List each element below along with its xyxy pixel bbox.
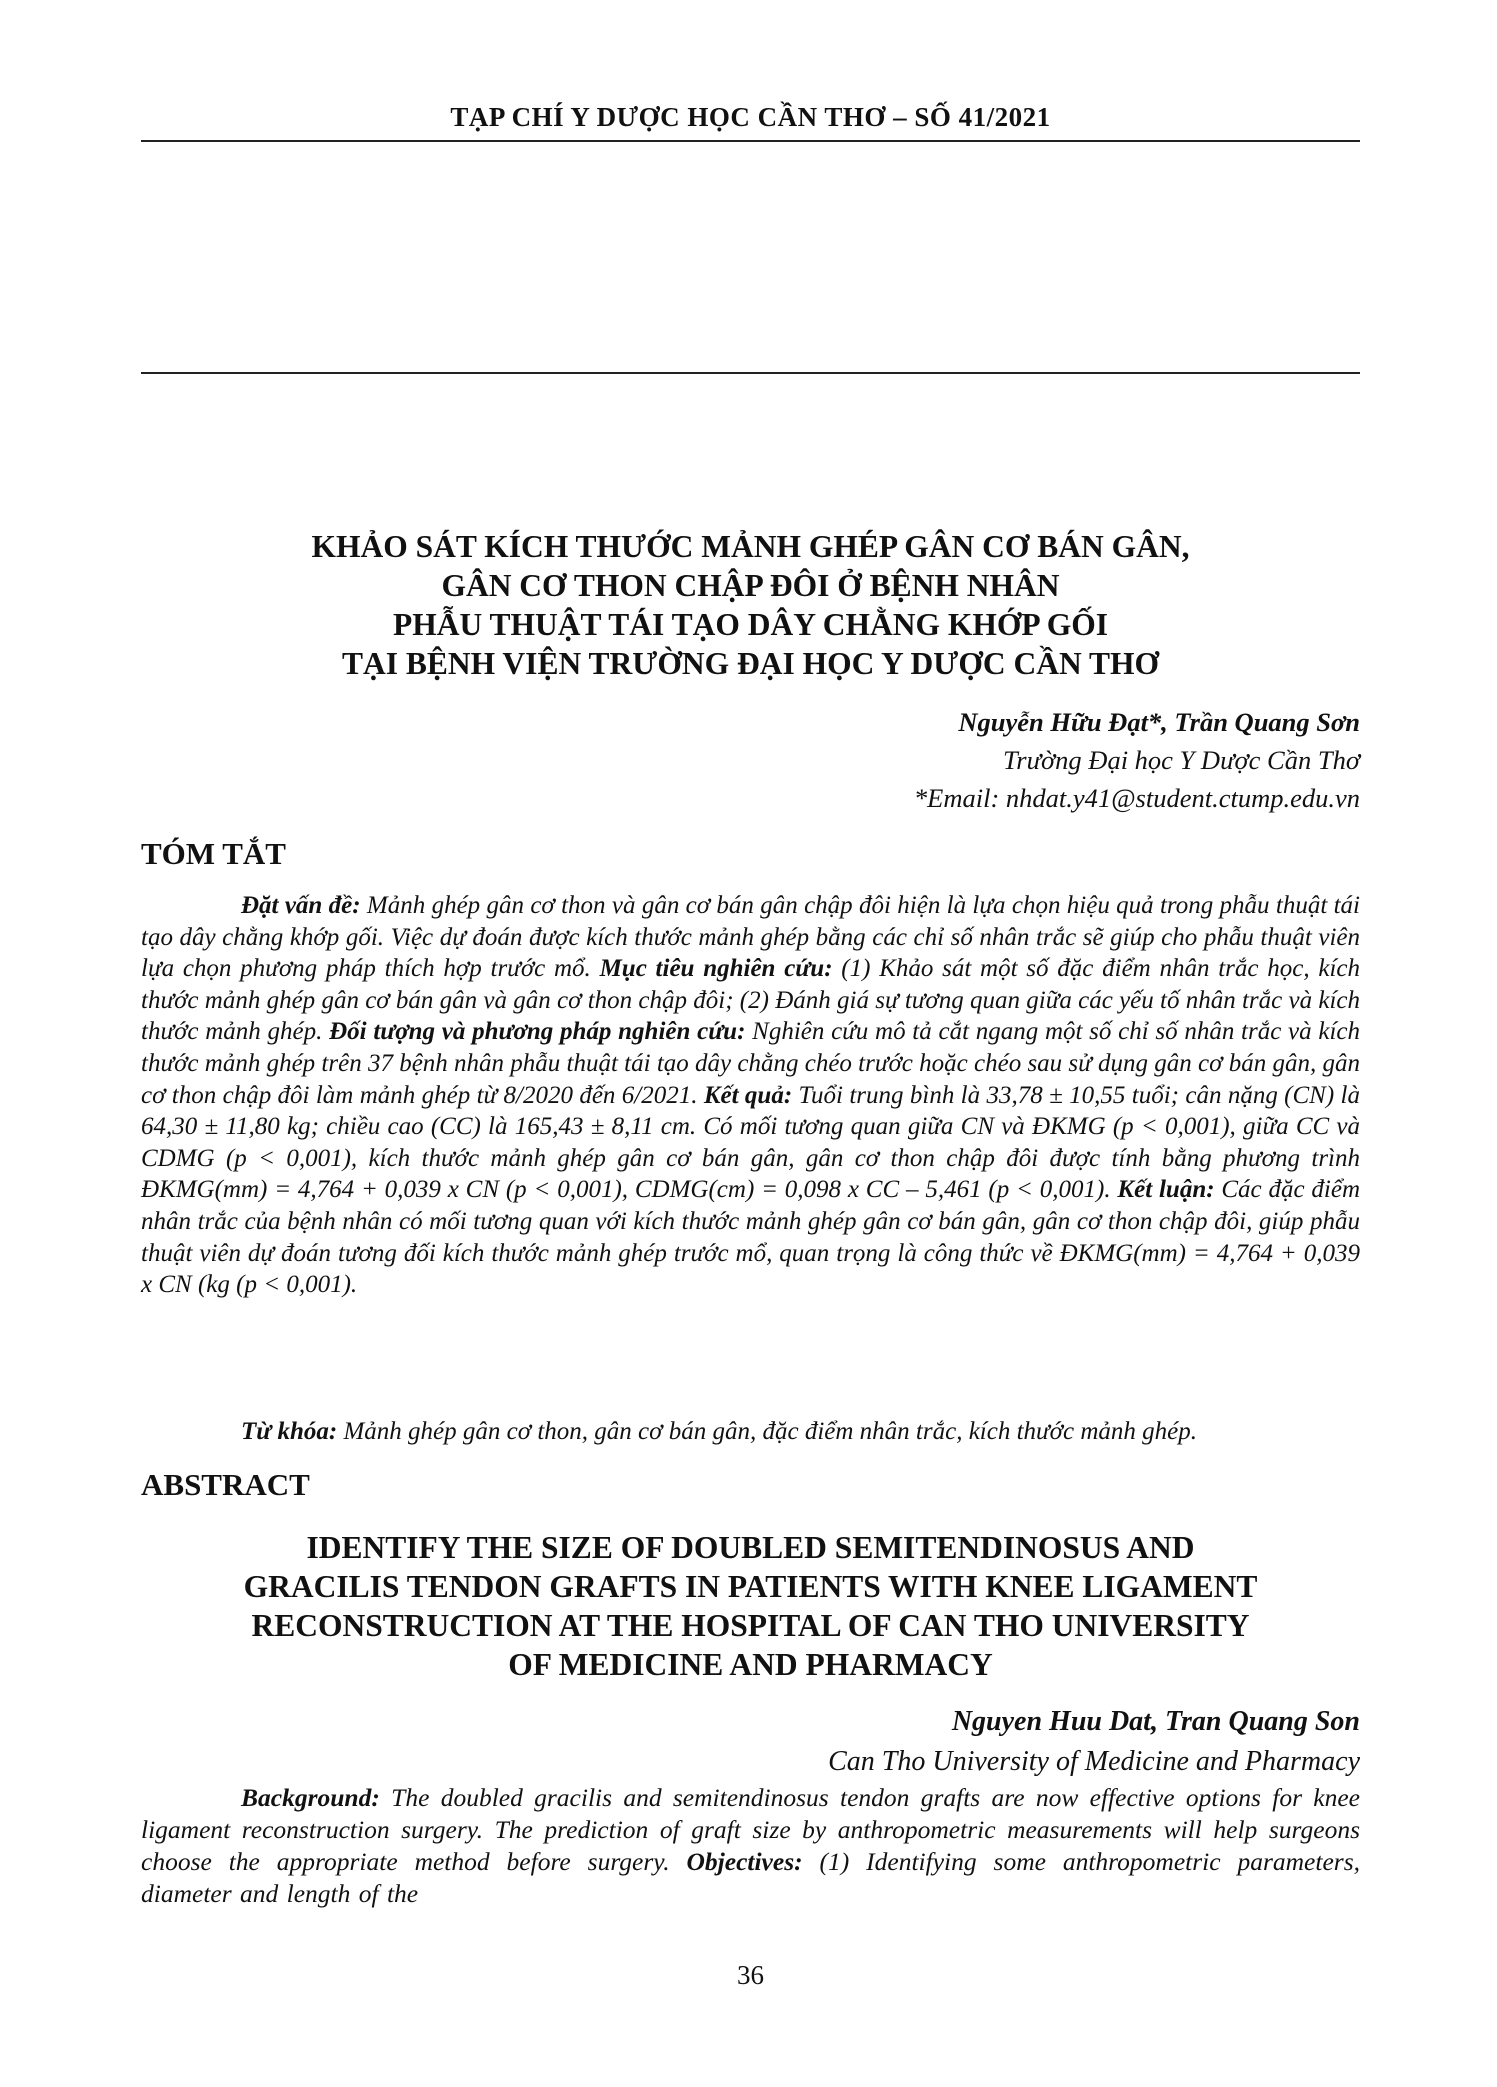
text-results-vn: Tuổi trung bình là 33,78 ± 10,55 tuổi; cân nặng (CN) là 64,30 ± 11,80 kg; chiều cao (CC) là 165,43 ± 8,11 cm. Có mối tương quan giữa CN và ĐKMG (p < 0,001), giữa CC và CDMG (p < 0,001), kích thước mảnh ghép gân cơ bán gân, gân cơ thon chập đôi được tính bằng phương trình ĐKMG(mm) = 4,764 + 0,039 x CN (p < 0,001), CDMG(cm) = 0,098 x CC – 5,461 (p < 0,001). [141,1081,1360,1204]
summary-vn-paragraph [141,890,1360,1301]
text-background-vn: Mảnh ghép gân cơ thon và gân cơ bán gân chập đôi hiện là lựa chọn hiệu quả trong phẫu thuật tái tạo dây chằng khớp gối. Việc dự đoán được kích thước mảnh ghép bằng các chỉ số nhân trắc sẽ giúp cho phẫu thuật viên lựa chọn phương pháp thích hợp trước mổ. [141,892,1361,983]
text-keywords-vn: Mảnh ghép gân cơ thon, gân cơ bán gân, đặc điểm nhân trắc, kích thước mảnh ghép. [337,1418,1197,1445]
section-heading-tom-tat: TÓM TẮT [141,836,286,871]
header-rule [141,140,1360,142]
label-objectives-en: Objectives: [686,1847,803,1876]
title-vn-line: GÂN CƠ THON CHẬP ĐÔI Ở BỆNH NHÂN [441,568,1060,603]
text-background-en: The doubled gracilis and semitendinosus tendon grafts are now effective options for knee ligament reconstruction surgery. The prediction of graft size by anthropometric measurements will help surgeons choose the appropriate method before surgery. [141,1783,1360,1876]
label-keywords-vn: Từ khóa: [241,1418,338,1445]
journal-running-head: TẠP CHÍ Y DƯỢC HỌC CẦN THƠ – SỐ 41/2021 [450,102,1051,132]
article-title-vn [141,527,1360,683]
label-results-vn: Kết quả: [703,1081,793,1109]
label-methods-vn: Đối tượng và phương pháp nghiên cứu: [329,1018,746,1046]
text-conclusion-vn: Các đặc điểm nhân trắc của bệnh nhân có mối tương quan với kích thước mảnh ghép gân cơ bán gân, gân cơ thon chập đôi, giúp phẫu thuật viên dự đoán tương đối kích thước mảnh ghép trước mổ, quan trọng là công thức về ĐKMG(mm) = 4,764 + 0,039 x CN (kg (p < 0,001). [141,1176,1360,1299]
title-en-line: GRACILIS TENDON GRAFTS IN PATIENTS WITH KNEE LIGAMENT [243,1569,1258,1604]
text-methods-vn: Nghiên cứu mô tả cắt ngang một số chỉ số nhân trắc và kích thước mảnh ghép trên 37 bệnh nhân phẫu thuật tái tạo dây chằng chéo trước hoặc chéo sau sử dụng gân cơ bán gân, gân cơ thon chập đôi làm mảnh ghép từ 8/2020 đến 6/2021. [141,1018,1360,1109]
section-heading-abstract: ABSTRACT [141,1467,310,1502]
authors-vn: Nguyễn Hữu Đạt*, Trần Quang Sơn [958,707,1360,737]
title-en-line: RECONSTRUCTION AT THE HOSPITAL OF CAN THO UNIVERSITY [251,1608,1250,1643]
affiliation-en: Can Tho University of Medicine and Pharmacy [828,1746,1360,1777]
title-vn-line: TẠI BỆNH VIỆN TRƯỜNG ĐẠI HỌC Y DƯỢC CẦN THƠ [341,646,1160,681]
page-number: 36 [737,1960,764,1990]
label-background-vn: Đặt vấn đề: [241,892,361,919]
title-en-line: OF MEDICINE AND PHARMACY [508,1647,993,1682]
header-rule-lower [141,372,1360,374]
abstract-en-paragraph [141,1782,1360,1910]
author-block-vn [914,703,1360,817]
article-title-en [141,1528,1360,1684]
title-vn-line: KHẢO SÁT KÍCH THƯỚC MẢNH GHÉP GÂN CƠ BÁN GÂN, [311,529,1190,564]
title-vn-line: PHẪU THUẬT TÁI TẠO DÂY CHẰNG KHỚP GỐI [393,607,1108,642]
label-background-en: Background: [241,1783,380,1812]
affiliation-vn: Trường Đại học Y Dược Cần Thơ [1003,745,1360,775]
authors-en: Nguyen Huu Dat, Tran Quang Son [951,1706,1360,1737]
keywords-vn [141,1418,1360,1446]
label-objectives-vn: Mục tiêu nghiên cứu: [599,955,833,983]
label-conclusion-vn: Kết luận: [1117,1176,1215,1204]
text-objectives-en: (1) Identifying some anthropometric parameters, diameter and length of the [141,1847,1360,1908]
text-objectives-vn: (1) Khảo sát một số đặc điểm nhân trắc học, kích thước mảnh ghép gân cơ bán gân và gân cơ thon chập đôi; (2) Đánh giá sự tương quan giữa các yếu tố nhân trắc và kích thước mảnh ghép. [141,955,1360,1046]
author-block-en [828,1702,1360,1782]
corresponding-email: *Email: nhdat.y41@student.ctump.edu.vn [913,783,1360,813]
title-en-line: IDENTIFY THE SIZE OF DOUBLED SEMITENDINOSUS AND [306,1530,1195,1565]
